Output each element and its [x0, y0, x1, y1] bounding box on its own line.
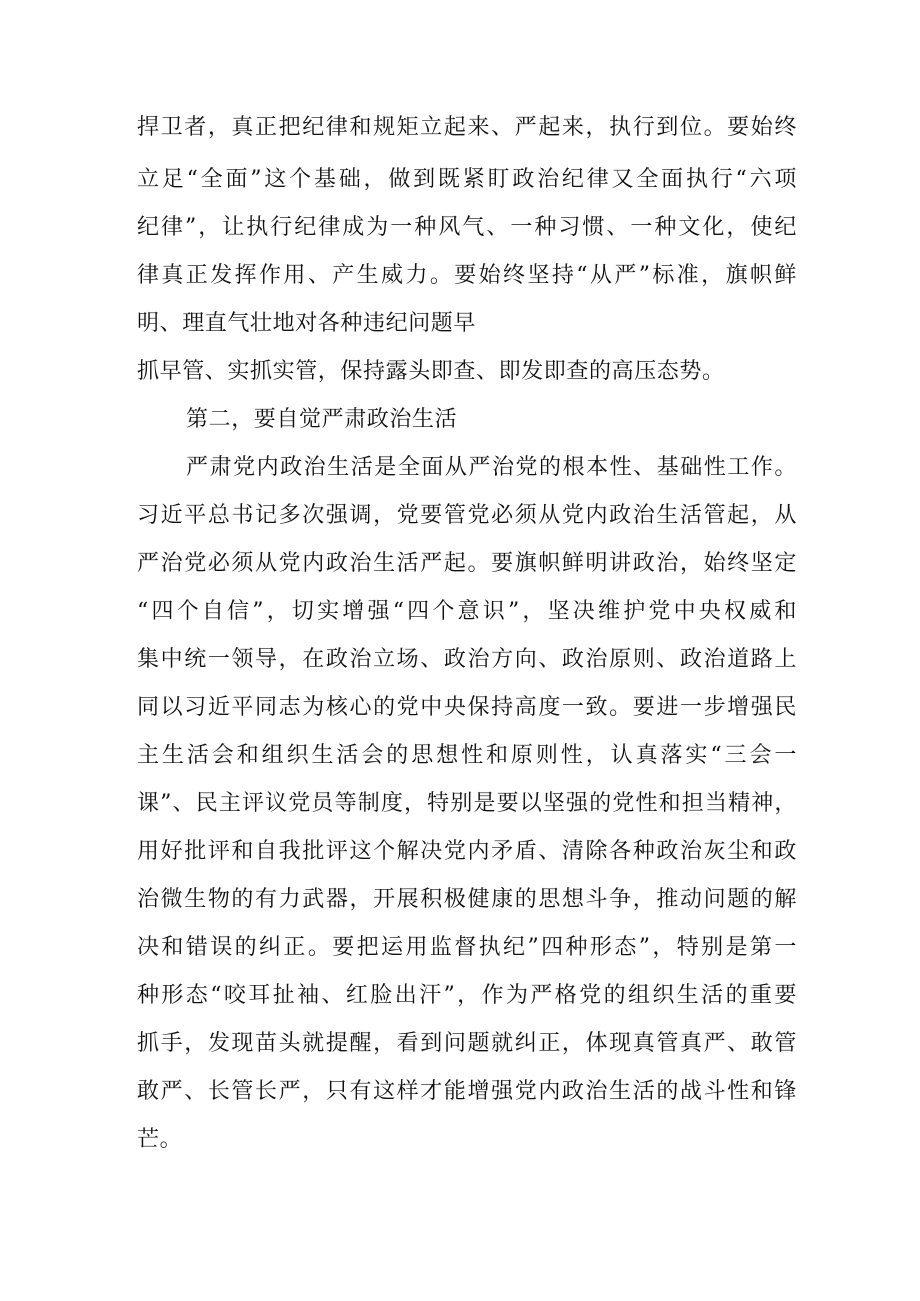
text-line-14: 主生活会和组织生活会的思想性和原则性，认真落实“三会一 — [137, 743, 797, 768]
text-line-5: 明、理直气壮地对各种违纪问题早 — [137, 311, 477, 336]
text-line-6: 抓早管、实抓实管，保持露头即查、即发即查的高压态势。 — [137, 359, 725, 384]
text-line-1: 捍卫者，真正把纪律和规矩立起来、严起来，执行到位。要始终 — [137, 115, 797, 140]
text-line-9: 习近平总书记多次强调，党要管党必须从党内政治生活管起，从 — [137, 503, 797, 528]
text-line-3: 纪律”，让执行纪律成为一种风气、一种习惯、一种文化，使纪 — [137, 215, 797, 240]
text-line-16: 用好批评和自我批评这个解决党内矛盾、清除各种政治灰尘和政 — [137, 839, 797, 864]
text-line-12: 集中统一领导，在政治立场、政治方向、政治原则、政治道路上 — [137, 647, 797, 672]
text-line-2: 立足“全面”这个基础，做到既紧盯政治纪律又全面执行“六项 — [137, 167, 797, 192]
text-line-17: 治微生物的有力武器，开展积极健康的思想斗争，推动问题的解 — [137, 887, 797, 912]
text-line-18: 决和错误的纠正。要把运用监督执纪”四种形态”，特别是第一 — [137, 935, 797, 960]
text-line-21: 敢严、长管长严，只有这样才能增强党内政治生活的战斗性和锋 — [137, 1079, 797, 1104]
text-line-8: 严肃党内政治生活是全面从严治党的根本性、基础性工作。 — [186, 455, 797, 480]
text-line-10: 严治党必须从党内政治生活严起。要旗帜鲜明讲政治，始终坚定 — [137, 551, 797, 576]
text-line-13: 同以习近平同志为核心的党中央保持高度一致。要进一步增强民 — [137, 695, 797, 720]
text-line-11: “四个自信”，切实增强“四个意识”，坚决维护党中央权威和 — [137, 599, 797, 624]
text-line-19: 种形态“咬耳扯袖、红脸出汗”，作为严格党的组织生活的重要 — [137, 983, 797, 1008]
text-line-20: 抓手，发现苗头就提醒，看到问题就纠正，体现真管真严、敢管 — [137, 1031, 797, 1056]
text-line-4: 律真正发挥作用、产生威力。要始终坚持“从严”标准，旗帜鲜 — [137, 263, 797, 288]
text-line-22: 芒。 — [137, 1127, 183, 1152]
text-line-15: 课”、民主评议党员等制度，特别是要以坚强的党性和担当精神， — [137, 791, 797, 816]
section-heading: 第二，要自觉严肃政治生活 — [186, 407, 458, 432]
